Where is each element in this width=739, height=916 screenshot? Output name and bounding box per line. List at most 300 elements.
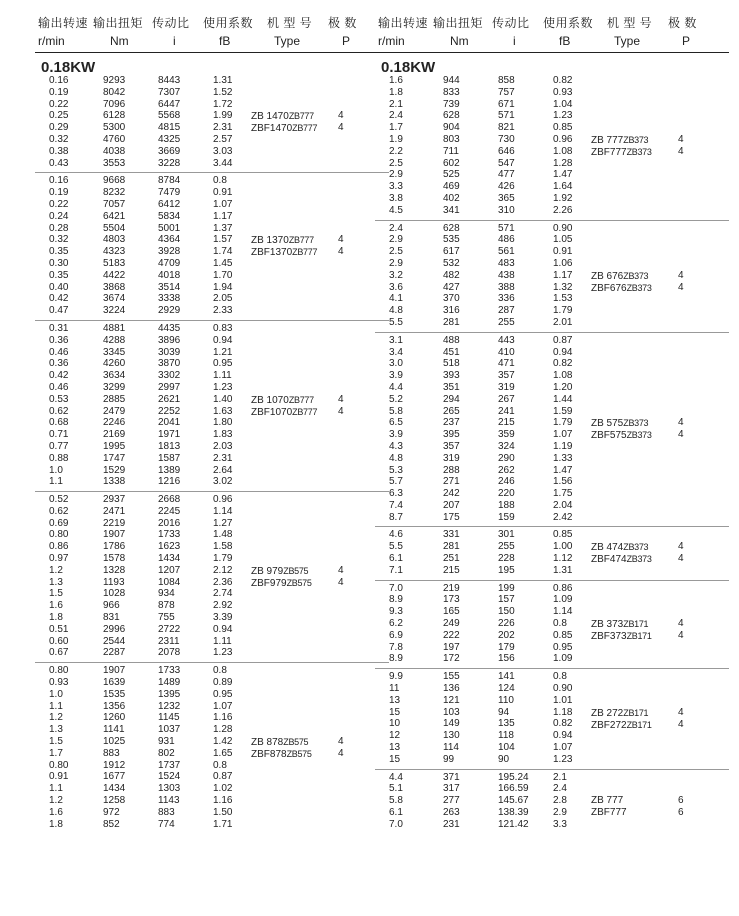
torque-cell: 1907 [103, 529, 126, 541]
ratio-cell: 94 [498, 706, 510, 718]
torque-cell: 149 [443, 718, 460, 730]
model-types [251, 110, 381, 134]
speed-cell: 0.52 [49, 494, 69, 506]
pole-count: 4 [338, 576, 344, 588]
torque-cell: 231 [443, 818, 460, 830]
table-row [375, 169, 729, 181]
torque-cell: 2246 [103, 417, 126, 429]
speed-cell: 15 [389, 706, 401, 718]
factor-cell: 0.82 [553, 358, 573, 370]
torque-cell: 175 [443, 511, 460, 523]
factor-cell: 2.42 [553, 511, 573, 523]
model-group [35, 663, 389, 833]
speed-cell: 7.1 [389, 564, 403, 576]
speed-cell: 2.9 [389, 257, 403, 269]
table-row [375, 529, 729, 541]
factor-cell: 1.45 [213, 257, 233, 269]
torque-cell: 1338 [103, 476, 126, 488]
speed-cell: 0.80 [49, 529, 69, 541]
speed-cell: 3.6 [389, 281, 403, 293]
factor-cell: 0.8 [213, 665, 227, 677]
model-group [375, 770, 729, 834]
speed-cell: 0.88 [49, 452, 69, 464]
speed-cell: 0.93 [49, 677, 69, 689]
ratio-cell: 138.39 [498, 807, 529, 819]
speed-cell: 3.8 [389, 192, 403, 204]
table-row [35, 347, 389, 359]
speed-cell: 2.4 [389, 222, 403, 234]
torque-cell: 265 [443, 405, 460, 417]
factor-cell: 1.08 [553, 370, 573, 382]
table-row [375, 594, 729, 606]
pole-values [678, 541, 684, 565]
model-group [375, 527, 729, 580]
speed-cell: 4.4 [389, 771, 403, 783]
table-row [35, 465, 389, 477]
speed-cell: 4.4 [389, 381, 403, 393]
speed-cell: 0.19 [49, 187, 69, 199]
model-types [591, 541, 721, 565]
speed-cell: 2.9 [389, 169, 403, 181]
factor-cell: 2.33 [213, 305, 233, 317]
speed-cell: 0.62 [49, 505, 69, 517]
torque-cell: 9668 [103, 175, 126, 187]
ratio-cell: 1733 [158, 665, 181, 677]
header-ratio-unit: i [173, 34, 176, 48]
model-group [375, 581, 729, 670]
torque-cell: 3868 [103, 281, 126, 293]
speed-cell: 6.1 [389, 807, 403, 819]
model-type: ZB 474ZB373 [591, 542, 649, 554]
table-row [375, 317, 729, 329]
header-factor-unit: fB [219, 34, 231, 48]
header-factor-unit: fB [559, 34, 571, 48]
pole-values [338, 565, 344, 589]
table-row [35, 211, 389, 223]
pole-count: 4 [678, 541, 684, 553]
torque-cell: 1260 [103, 712, 126, 724]
factor-cell: 2.31 [213, 452, 233, 464]
torque-cell: 1025 [103, 736, 126, 748]
model-type-line [251, 110, 381, 122]
factor-cell: 2.1 [553, 771, 567, 783]
table-row [35, 689, 389, 701]
table-row [35, 612, 389, 624]
torque-cell: 251 [443, 553, 460, 565]
model-type-line [251, 406, 381, 418]
table-row [35, 665, 389, 677]
pole-count: 4 [678, 429, 684, 441]
table-row [35, 282, 389, 294]
pole-count: 4 [338, 234, 344, 246]
speed-cell: 4.6 [389, 529, 403, 541]
table-header [35, 10, 389, 53]
factor-cell: 0.95 [213, 358, 233, 370]
factor-cell: 2.74 [213, 588, 233, 600]
speed-cell: 1.1 [49, 476, 63, 488]
speed-cell: 0.46 [49, 346, 69, 358]
speed-cell: 0.40 [49, 281, 69, 293]
torque-cell: 395 [443, 429, 460, 441]
ratio-cell: 671 [498, 98, 515, 110]
factor-cell: 1.63 [213, 405, 233, 417]
speed-cell: 0.67 [49, 647, 69, 659]
torque-cell: 525 [443, 169, 460, 181]
ratio-cell: 2668 [158, 494, 181, 506]
factor-cell: 0.95 [553, 641, 573, 653]
torque-cell: 371 [443, 771, 460, 783]
factor-cell: 0.96 [553, 133, 573, 145]
table-row [375, 465, 729, 477]
table-row [375, 394, 729, 406]
model-types [251, 394, 381, 418]
ratio-cell: 934 [158, 588, 175, 600]
pole-count: 4 [678, 417, 684, 429]
ratio-cell: 571 [498, 110, 515, 122]
ratio-cell: 3228 [158, 157, 181, 169]
header-speed-unit: r/min [38, 34, 65, 48]
torque-cell: 4323 [103, 246, 126, 258]
ratio-cell: 1737 [158, 759, 181, 771]
factor-cell: 1.70 [213, 269, 233, 281]
speed-cell: 0.30 [49, 257, 69, 269]
model-type-line [591, 795, 721, 807]
speed-cell: 6.5 [389, 417, 403, 429]
table-row [35, 807, 389, 819]
pole-values [338, 394, 344, 418]
factor-cell: 0.90 [553, 222, 573, 234]
right-table [375, 10, 729, 834]
factor-cell: 1.01 [553, 694, 573, 706]
table-row [35, 453, 389, 465]
factor-cell: 3.39 [213, 612, 233, 624]
ratio-cell: 1524 [158, 771, 181, 783]
ratio-cell: 757 [498, 86, 515, 98]
pole-count: 4 [678, 134, 684, 145]
factor-cell: 1.75 [553, 488, 573, 500]
speed-cell: 1.6 [389, 75, 403, 86]
table-row [375, 223, 729, 235]
factor-cell: 1.44 [553, 393, 573, 405]
model-type-line [591, 618, 721, 630]
ratio-cell: 365 [498, 192, 515, 204]
ratio-cell: 571 [498, 222, 515, 234]
pole-values [678, 707, 684, 731]
torque-cell: 451 [443, 346, 460, 358]
ratio-cell: 202 [498, 629, 515, 641]
ratio-cell: 438 [498, 269, 515, 281]
speed-cell: 0.16 [49, 175, 69, 187]
speed-cell: 0.97 [49, 553, 69, 565]
ratio-cell: 145.67 [498, 795, 529, 807]
speed-cell: 0.35 [49, 269, 69, 281]
torque-cell: 370 [443, 293, 460, 305]
factor-cell: 1.08 [553, 145, 573, 157]
model-group [375, 73, 729, 221]
table-row [35, 771, 389, 783]
speed-cell: 0.25 [49, 110, 69, 122]
ratio-cell: 2722 [158, 623, 181, 635]
ratio-cell: 290 [498, 452, 515, 464]
torque-cell: 4422 [103, 269, 126, 281]
ratio-cell: 3669 [158, 145, 181, 157]
speed-cell: 7.0 [389, 582, 403, 594]
torque-cell: 121 [443, 694, 460, 706]
factor-cell: 1.11 [213, 370, 232, 382]
model-types [251, 736, 381, 760]
table-row [375, 819, 729, 831]
torque-cell: 114 [443, 742, 459, 754]
header-speed-label: 输出转速 [378, 16, 429, 30]
speed-cell: 0.22 [49, 98, 69, 110]
torque-cell: 427 [443, 281, 460, 293]
model-types [251, 565, 381, 589]
factor-cell: 3.03 [213, 145, 233, 157]
pole-values [678, 795, 684, 819]
torque-cell: 9293 [103, 75, 126, 86]
ratio-cell: 228 [498, 553, 515, 565]
table-row [35, 223, 389, 235]
ratio-cell: 1489 [158, 677, 181, 689]
table-row [35, 541, 389, 553]
model-type: ZBF1370ZB777 [251, 247, 318, 259]
model-type: ZBF373ZB171 [591, 631, 652, 643]
factor-cell: 1.52 [213, 86, 233, 98]
torque-cell: 165 [443, 606, 460, 618]
table-row [375, 406, 729, 418]
model-types [591, 618, 721, 642]
torque-cell: 904 [443, 122, 460, 134]
torque-cell: 1578 [103, 553, 126, 565]
model-types [591, 270, 721, 294]
header-factor-label: 使用系数 [203, 16, 254, 30]
torque-cell: 1786 [103, 541, 126, 553]
table-row [35, 476, 389, 488]
speed-cell: 7.0 [389, 818, 403, 830]
torque-cell: 7096 [103, 98, 126, 110]
torque-cell: 1677 [103, 771, 126, 783]
speed-cell: 1.3 [49, 724, 63, 736]
header-type-label: 机 型 号 [267, 16, 313, 30]
speed-cell: 1.8 [389, 86, 403, 98]
speed-cell: 0.32 [49, 234, 69, 246]
ratio-cell: 3870 [158, 358, 181, 370]
model-group [35, 73, 389, 173]
torque-cell: 628 [443, 222, 460, 234]
ratio-cell: 1037 [158, 724, 181, 736]
table-row [375, 293, 729, 305]
factor-cell: 3.44 [213, 157, 233, 169]
ratio-cell: 471 [498, 358, 515, 370]
model-type: ZBF272ZB171 [591, 719, 652, 731]
factor-cell: 2.4 [553, 783, 567, 795]
ratio-cell: 5834 [158, 210, 181, 222]
ratio-cell: 4325 [158, 133, 181, 145]
table-row [35, 588, 389, 600]
speed-cell: 0.28 [49, 222, 69, 234]
model-types [591, 134, 721, 158]
ratio-cell: 774 [158, 818, 175, 830]
header-torque-unit: Nm [110, 34, 129, 48]
speed-cell: 0.35 [49, 246, 69, 258]
factor-cell: 0.8 [213, 175, 227, 187]
torque-cell: 294 [443, 393, 460, 405]
factor-cell: 0.94 [553, 346, 573, 358]
ratio-cell: 858 [498, 75, 515, 86]
ratio-cell: 220 [498, 488, 515, 500]
ratio-cell: 1084 [158, 576, 181, 588]
model-type-line [251, 577, 381, 589]
torque-cell: 172 [443, 653, 460, 665]
speed-cell: 13 [389, 742, 401, 754]
torque-cell: 2479 [103, 405, 126, 417]
torque-cell: 215 [443, 564, 460, 576]
factor-cell: 0.87 [553, 334, 573, 346]
speed-cell: 5.2 [389, 393, 403, 405]
header-torque-unit: Nm [450, 34, 469, 48]
torque-cell: 281 [443, 541, 460, 553]
factor-cell: 1.58 [213, 541, 233, 553]
speed-cell: 0.80 [49, 759, 69, 771]
speed-cell: 7.8 [389, 641, 403, 653]
factor-cell: 1.07 [213, 700, 233, 712]
table-row [375, 258, 729, 270]
ratio-cell: 287 [498, 305, 515, 317]
ratio-cell: 802 [158, 747, 175, 759]
factor-cell: 1.80 [213, 417, 233, 429]
torque-cell: 3299 [103, 381, 126, 393]
table-row [375, 671, 729, 683]
table-row [35, 75, 389, 87]
ratio-cell: 1395 [158, 688, 181, 700]
factor-cell: 1.06 [553, 257, 573, 269]
ratio-cell: 2016 [158, 517, 181, 529]
table-row [35, 417, 389, 429]
torque-cell: 8232 [103, 187, 126, 199]
model-type-line [591, 719, 721, 731]
torque-cell: 288 [443, 464, 460, 476]
speed-cell: 0.42 [49, 370, 69, 382]
torque-cell: 3345 [103, 346, 126, 358]
ratio-cell: 1143 [158, 795, 180, 807]
table-row [375, 606, 729, 618]
ratio-cell: 141 [498, 671, 515, 683]
torque-cell: 2219 [103, 517, 126, 529]
ratio-cell: 359 [498, 429, 515, 441]
speed-cell: 0.53 [49, 393, 69, 405]
factor-cell: 0.96 [213, 494, 233, 506]
speed-cell: 0.69 [49, 517, 69, 529]
ratio-cell: 159 [498, 511, 515, 523]
factor-cell: 1.47 [553, 464, 573, 476]
table-row [35, 819, 389, 831]
table-row [375, 512, 729, 524]
factor-cell: 1.09 [553, 594, 573, 606]
ratio-cell: 179 [498, 641, 515, 653]
table-row [35, 441, 389, 453]
factor-cell: 1.42 [213, 736, 233, 748]
table-row [375, 583, 729, 595]
torque-cell: 972 [103, 806, 120, 818]
ratio-cell: 215 [498, 417, 515, 429]
torque-cell: 4260 [103, 358, 126, 370]
model-type: ZBF878ZB575 [251, 749, 312, 761]
torque-cell: 2287 [103, 647, 126, 659]
table-row [35, 529, 389, 541]
torque-cell: 271 [443, 476, 460, 488]
model-type-line [251, 246, 381, 258]
torque-cell: 2169 [103, 429, 126, 441]
torque-cell: 3674 [103, 293, 126, 305]
speed-cell: 12 [389, 730, 401, 742]
power-rating: 0.18KW [41, 59, 96, 76]
torque-cell: 833 [443, 86, 460, 98]
torque-cell: 341 [443, 204, 460, 216]
factor-cell: 0.87 [213, 771, 233, 783]
torque-cell: 317 [443, 783, 460, 795]
speed-cell: 5.5 [389, 541, 403, 553]
ratio-cell: 8443 [158, 75, 181, 86]
model-type: ZBF474ZB373 [591, 554, 652, 566]
ratio-cell: 150 [498, 606, 515, 618]
model-type-line [251, 122, 381, 134]
torque-cell: 6421 [103, 210, 126, 222]
ratio-cell: 195.24 [498, 771, 529, 783]
pole-count: 4 [678, 718, 684, 730]
ratio-cell: 166.59 [498, 783, 529, 795]
speed-cell: 0.19 [49, 86, 69, 98]
torque-cell: 281 [443, 316, 460, 328]
speed-cell: 3.4 [389, 346, 403, 358]
model-group [375, 669, 729, 769]
model-type-line [591, 707, 721, 719]
table-row [375, 642, 729, 654]
torque-cell: 6128 [103, 110, 126, 122]
ratio-cell: 2252 [158, 405, 181, 417]
torque-cell: 136 [443, 683, 460, 695]
table-row [35, 760, 389, 772]
factor-cell: 2.57 [213, 133, 233, 145]
ratio-cell: 1145 [158, 712, 180, 724]
ratio-cell: 6412 [158, 198, 181, 210]
speed-cell: 3.9 [389, 370, 403, 382]
factor-cell: 2.31 [213, 122, 233, 134]
speed-cell: 0.29 [49, 122, 69, 134]
factor-cell: 1.47 [553, 169, 573, 181]
torque-cell: 173 [443, 594, 460, 606]
model-type-line [251, 565, 381, 577]
speed-cell: 0.71 [49, 429, 69, 441]
speed-cell: 2.5 [389, 246, 403, 258]
factor-cell: 0.91 [553, 246, 573, 258]
speed-cell: 0.36 [49, 358, 69, 370]
torque-cell: 3634 [103, 370, 126, 382]
torque-cell: 1529 [103, 464, 126, 476]
ratio-cell: 1623 [158, 541, 181, 553]
model-type: ZBF676ZB373 [591, 282, 652, 294]
ratio-cell: 135 [498, 718, 515, 730]
factor-cell: 2.01 [553, 316, 573, 328]
model-type: ZB 777 [591, 795, 624, 807]
ratio-cell: 4709 [158, 257, 181, 269]
speed-cell: 0.60 [49, 635, 69, 647]
torque-cell: 155 [443, 671, 460, 683]
ratio-cell: 90 [498, 753, 510, 765]
ratio-cell: 267 [498, 393, 515, 405]
speed-cell: 1.2 [49, 712, 63, 724]
ratio-cell: 310 [498, 204, 515, 216]
table-row [375, 158, 729, 170]
